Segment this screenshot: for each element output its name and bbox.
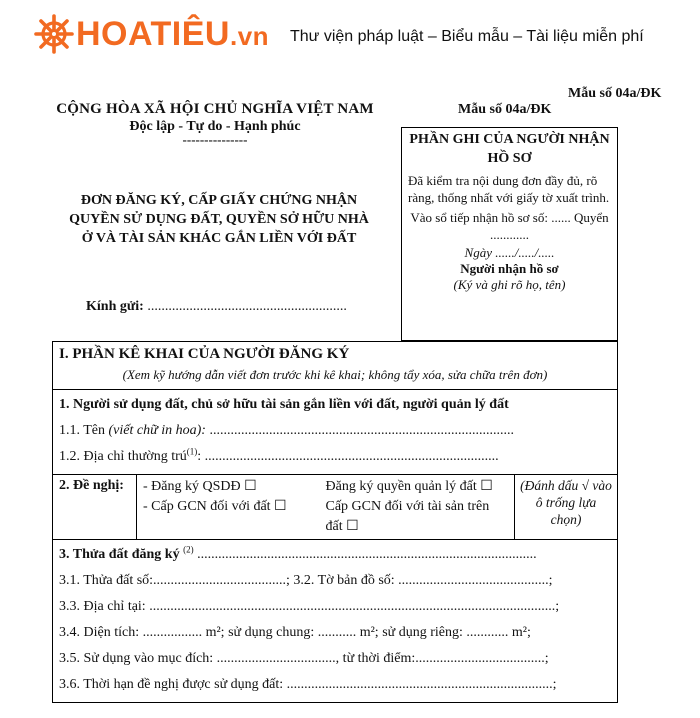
brand-logo[interactable]: [34, 12, 269, 56]
form-title: ĐƠN ĐĂNG KÝ, CẤP GIẤY CHỨNG NHẬN QUYỀN SỬ DỤNG ĐẤT, QUYỀN SỞ HỮU NHÀ Ở VÀ TÀI SẢN KHÁC GẮN LIỀN VỚI ĐẤT: [69, 193, 369, 246]
receiver-person: Người nhận hồ sơ: [460, 261, 559, 276]
owner-heading: [59, 392, 611, 418]
site-tagline: Thư viện pháp luật – Biểu mẫu – Tài liệu miễn phí: [290, 28, 644, 45]
land-heading-text: 3. Thửa đất đăng ký: [59, 547, 180, 562]
request-hint: (Đánh dấu √ vào ô trống lựa chọn): [520, 478, 612, 527]
receiver-checked-note: Đã kiểm tra nội dung đơn đầy đủ, rõ ràng, thống nhất với giấy tờ xuất trình.: [408, 173, 610, 205]
land-heading-dots[interactable]: .................................................................................................: [193, 547, 537, 562]
declaration-form: [52, 341, 618, 703]
ship-wheel-icon: [34, 14, 74, 54]
option-certificate-land[interactable]: - Cấp GCN đối với đất ☐: [143, 499, 287, 514]
receiver-log-number: Vào sổ tiếp nhận hồ sơ số: ...... Quyển ............: [410, 210, 609, 242]
brand-tld: .vn: [229, 21, 270, 51]
receiver-signature-hint: (Ký và ghi rõ họ, tên): [453, 277, 566, 292]
recipient-label: Kính gửi:: [86, 299, 144, 314]
recipient-field[interactable]: .........................................................: [143, 299, 347, 314]
owner-name-field[interactable]: .......................................................................................: [205, 423, 514, 438]
receiver-date: Ngày ....../...../.....: [464, 245, 555, 260]
option-register-management[interactable]: Đăng ký quyền quản lý đất ☐: [325, 479, 493, 494]
owner-name-hint: (viết chữ in hoa):: [108, 423, 206, 438]
country-name: CỘNG HÒA XÃ HỘI CHỦ NGHĨA VIỆT NAM: [56, 101, 374, 117]
owner-address-row: [59, 444, 611, 470]
option-certificate-assets[interactable]: Cấp GCN đối với tài sản trên đất ☐: [325, 499, 490, 534]
national-header: [30, 101, 400, 148]
owner-address-footnote: (1): [186, 446, 198, 457]
section-owner: [53, 390, 617, 475]
recipient-line: [86, 299, 347, 315]
receiver-box: [401, 127, 618, 341]
national-motto: Độc lập - Tự do - Hạnh phúc: [129, 119, 301, 134]
brand-main: HOATIÊU: [76, 15, 230, 53]
section-declaration-note: (Xem kỹ hướng dẫn viết đơn trước khi kê khai; không tẩy xóa, sửa chữa trên đơn): [122, 367, 548, 382]
owner-name-label: 1.1. Tên: [59, 423, 106, 438]
request-label: 2. Đề nghị:: [53, 475, 137, 539]
owner-address-label: 1.2. Địa chỉ thường trú: [59, 449, 187, 464]
land-term-row[interactable]: 3.6. Thời hạn đề nghị được sử dụng đất: ............................................................................;: [59, 677, 557, 692]
owner-name-row: [59, 418, 611, 444]
request-row: [53, 475, 617, 540]
land-heading-footnote: (2): [183, 544, 194, 555]
land-heading: [59, 542, 611, 568]
request-options: [137, 475, 515, 539]
form-number-mid: Mẫu số 04a/ĐK: [458, 102, 552, 117]
option-register-land-use[interactable]: - Đăng ký QSDĐ ☐: [143, 479, 257, 494]
brand-name: [76, 17, 269, 51]
owner-address-field[interactable]: : ....................................................................................: [197, 449, 499, 464]
section-declaration-heading: I. PHẦN KÊ KHAI CỦA NGƯỜI ĐĂNG KÝ: [59, 346, 350, 362]
land-parcel-row[interactable]: 3.1. Thửa đất số:......................................; 3.2. Tờ bản đồ số: ...........................................;: [59, 573, 553, 588]
land-address-row[interactable]: 3.3. Địa chỉ tại: ....................................................................................................................;: [59, 599, 560, 614]
form-number-top: Mẫu số 04a/ĐK: [568, 86, 662, 101]
land-area-row[interactable]: 3.4. Diện tích: ................. m²; sử dụng chung: ........... m²; sử dụng riêng: ............ m²;: [59, 625, 531, 640]
land-purpose-row[interactable]: 3.5. Sử dụng vào mục đích: .................................., từ thời điểm:.....................................;: [59, 651, 549, 666]
motto-divider: ---------------: [182, 132, 248, 147]
receiver-heading: PHẦN GHI CỦA NGƯỜI NHẬN HỒ SƠ: [409, 132, 610, 166]
section-land: [53, 540, 617, 702]
owner-heading-text: 1. Người sử dụng đất, chủ sở hữu tài sản gắn liền với đất, người quản lý đất: [59, 397, 509, 412]
section-declaration: [53, 342, 617, 390]
